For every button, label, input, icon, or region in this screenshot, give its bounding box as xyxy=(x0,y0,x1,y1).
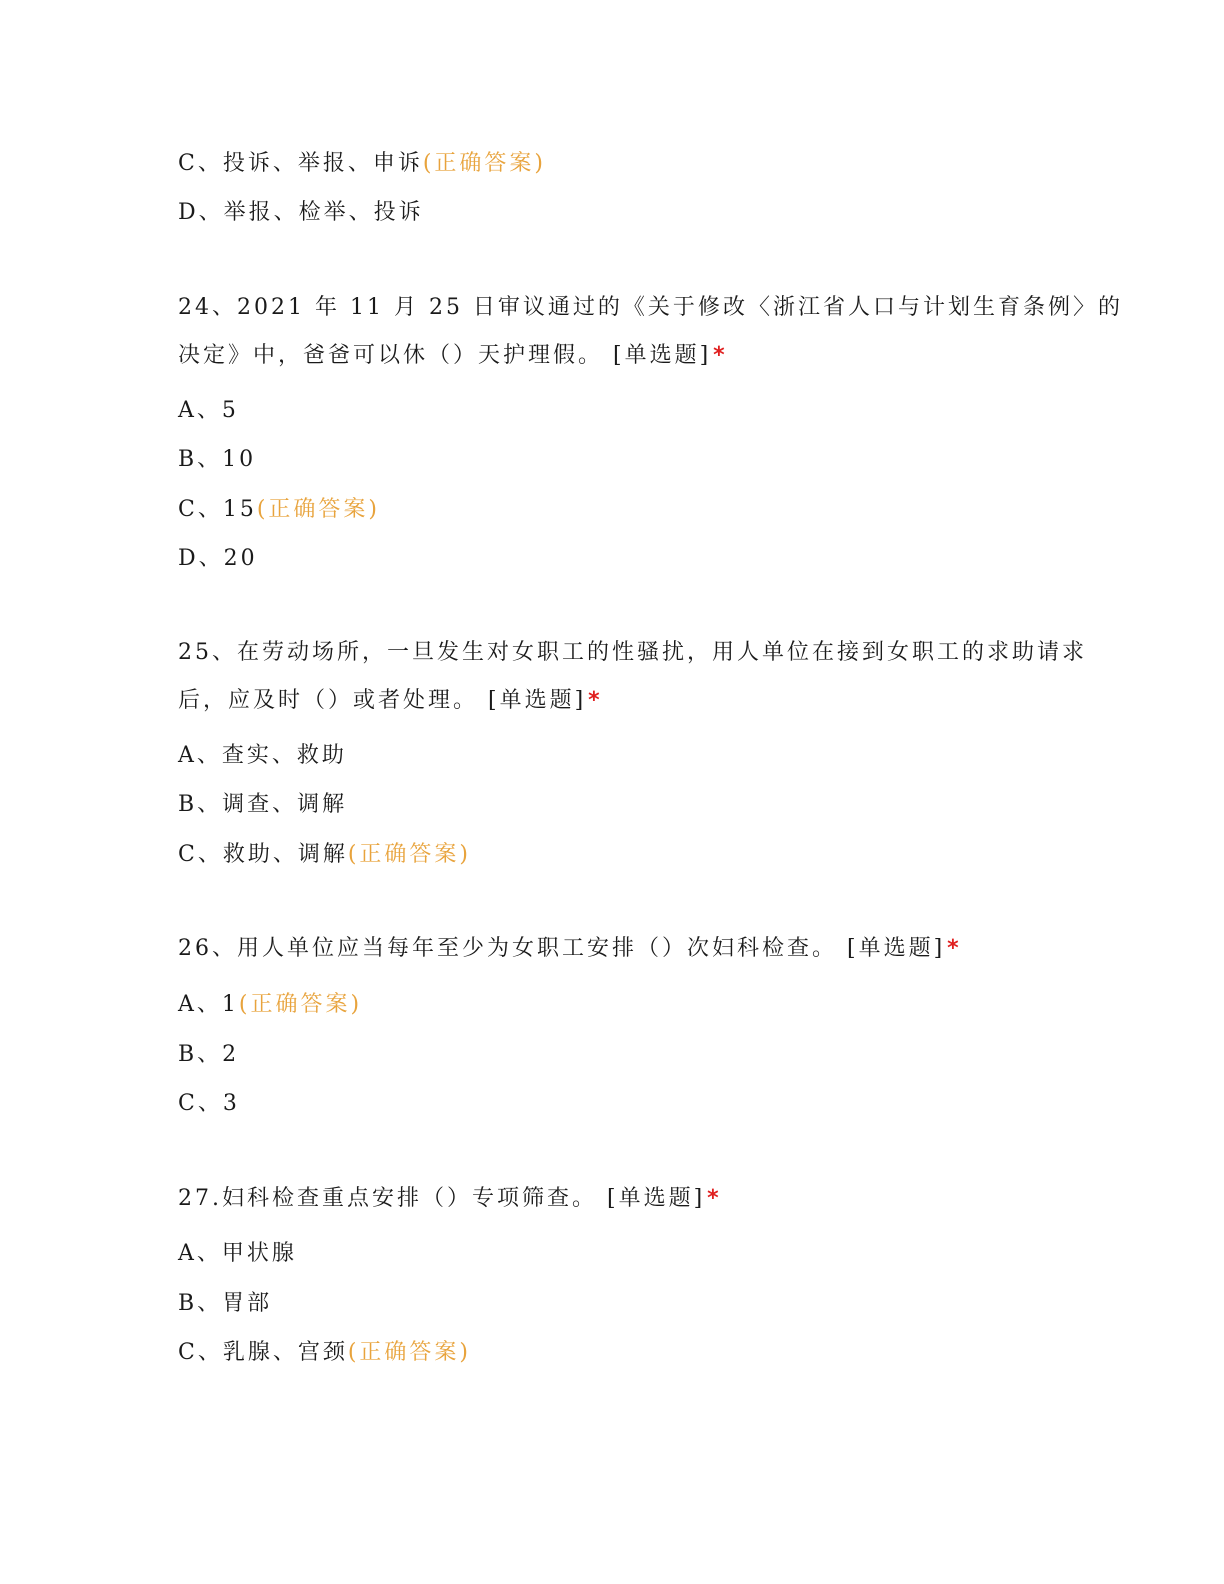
required-mark: * xyxy=(947,936,962,961)
option-text: D、20 xyxy=(178,546,258,571)
option-text: C、投诉、举报、申诉 xyxy=(178,151,423,176)
correct-answer-label: (正确答案) xyxy=(422,151,547,176)
question-24-text-line2 xyxy=(178,341,728,371)
question-text: 24、2021 年 11 月 25 日审议通过的《关于修改〈浙江省人口与计划生育条例〉的 xyxy=(178,295,1123,320)
question-24-option-b xyxy=(178,445,256,475)
question-26-text-line1 xyxy=(178,934,962,964)
option-text: B、胃部 xyxy=(178,1291,273,1316)
question-26-option-a xyxy=(178,990,362,1020)
option-d xyxy=(178,198,424,228)
question-25-option-a xyxy=(178,741,347,771)
option-text: A、甲状腺 xyxy=(178,1241,297,1266)
question-24-option-a xyxy=(178,396,239,426)
option-text: A、5 xyxy=(178,398,239,423)
question-25-text-line2 xyxy=(178,686,603,716)
correct-answer-label: (正确答案) xyxy=(256,497,380,522)
required-mark: * xyxy=(707,1186,722,1211)
option-text: C、乳腺、宫颈 xyxy=(178,1340,348,1365)
question-27-option-a xyxy=(178,1239,297,1269)
option-text: C、15 xyxy=(178,497,257,522)
question-text: 26、用人单位应当每年至少为女职工安排（）次妇科检查。 [单选题] xyxy=(178,936,946,961)
option-text: B、2 xyxy=(178,1042,240,1067)
correct-answer-label: (正确答案) xyxy=(347,842,472,867)
question-27-option-c xyxy=(178,1338,471,1368)
option-text: B、调查、调解 xyxy=(178,792,348,817)
option-text: C、3 xyxy=(178,1091,240,1116)
question-25-option-b xyxy=(178,790,347,820)
option-text: C、救助、调解 xyxy=(178,842,348,867)
question-26-option-c xyxy=(178,1089,240,1119)
question-25-option-c xyxy=(178,840,471,870)
question-text: 25、在劳动场所，一旦发生对女职工的性骚扰，用人单位在接到女职工的求助请求 xyxy=(178,640,1087,665)
question-24-option-d xyxy=(178,544,258,574)
required-mark: * xyxy=(588,688,603,713)
question-26-option-b xyxy=(178,1040,239,1070)
question-text: 决定》中，爸爸可以休（）天护理假。 [单选题] xyxy=(178,343,712,368)
question-27-option-b xyxy=(178,1289,272,1319)
required-mark: * xyxy=(713,343,728,368)
question-text: 27.妇科检查重点安排（）专项筛查。 [单选题] xyxy=(178,1186,706,1211)
option-text: A、查实、救助 xyxy=(178,743,347,768)
question-25-text-line1 xyxy=(178,638,1087,668)
option-text: B、10 xyxy=(178,447,257,472)
question-24-option-c xyxy=(178,495,380,525)
question-24-text-line1 xyxy=(178,293,1123,323)
option-text: D、举报、检举、投诉 xyxy=(178,200,424,225)
question-text: 后，应及时（）或者处理。 [单选题] xyxy=(178,688,587,713)
option-text: A、1 xyxy=(178,992,239,1017)
question-27-text-line1 xyxy=(178,1184,722,1214)
correct-answer-label: (正确答案) xyxy=(347,1340,472,1365)
option-c xyxy=(178,149,546,179)
correct-answer-label: (正确答案) xyxy=(238,992,363,1017)
